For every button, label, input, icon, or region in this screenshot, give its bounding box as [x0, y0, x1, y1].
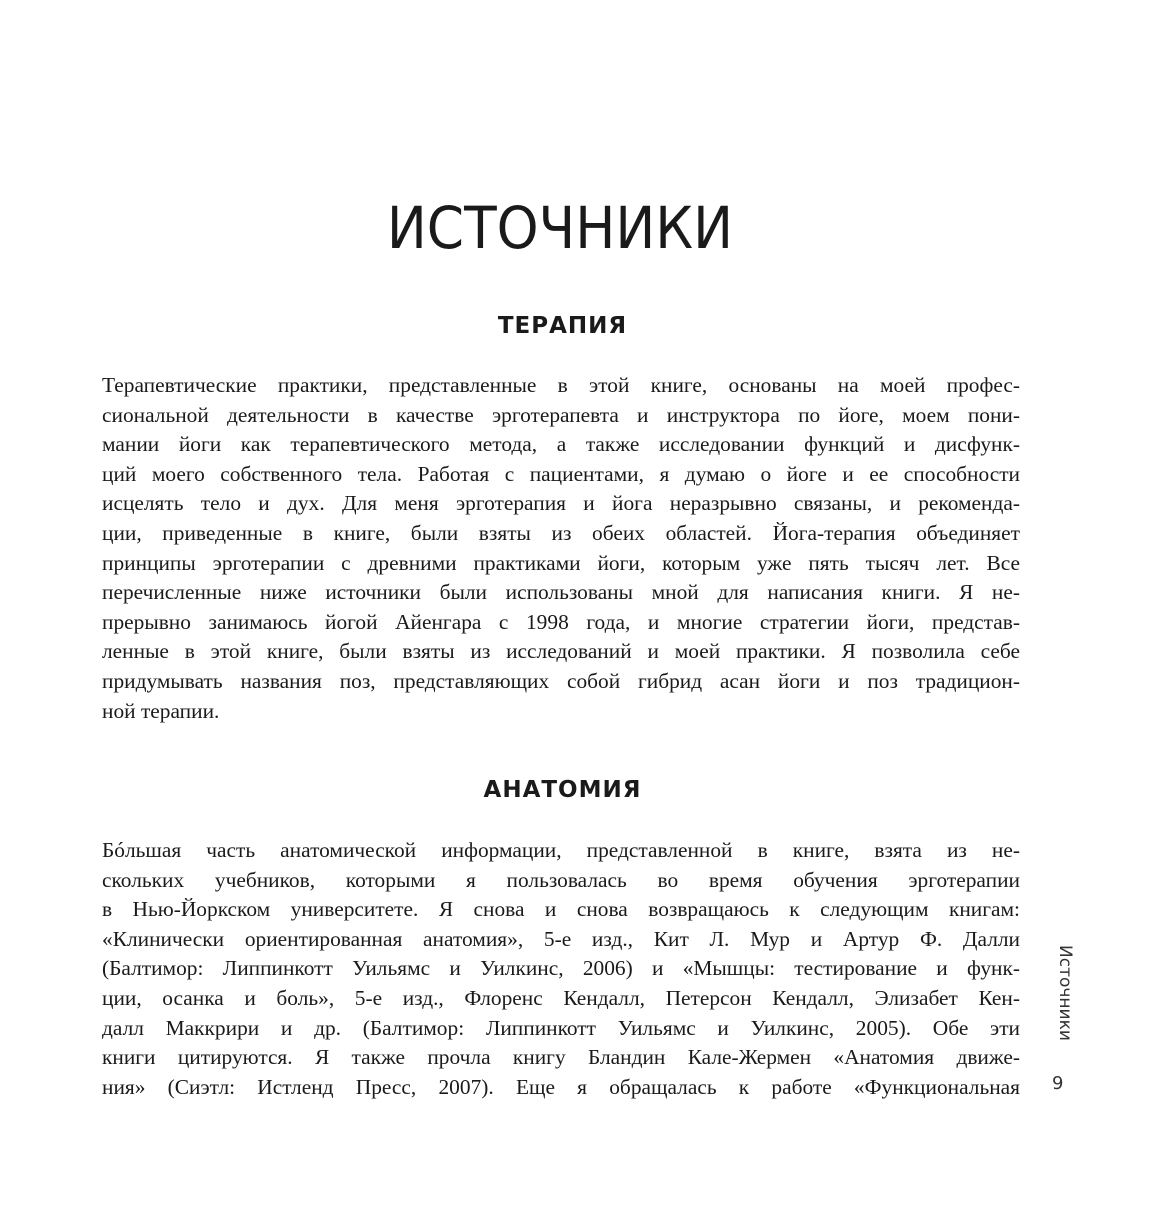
therapy-paragraph: [102, 371, 1020, 726]
text-line: мании йоги как терапевтического метода, а также исследовании функций и дисфунк-: [102, 432, 1020, 457]
text-line: исцелять тело и дух. Для меня эрготерапия и йога неразрывно связаны, и рекоменда-: [102, 491, 1020, 516]
text-line: принципы эрготерапии с древними практиками йоги, которым уже пять тысяч лет. Все: [102, 550, 1020, 575]
text-line: ния» (Сиэтл: Истленд Пресс, 2007). Еще я обращалась к работе «Функциональная: [102, 1074, 1020, 1099]
page-title: ИСТОЧНИКИ: [386, 194, 734, 262]
text-line: далл Маккрири и др. (Балтимор: Липпинкотт Уильямс и Уилкинс, 2005). Обе эти: [102, 1015, 1020, 1040]
text-line: в Нью-Йоркском университете. Я снова и снова возвращаюсь к следующим книгам:: [102, 897, 1020, 922]
text-line: ленные в этой книге, были взяты из исследований и моей практики. Я позволила себе: [102, 639, 1020, 664]
text-line: сиональной деятельности в качестве эрготерапевта и инструктора по йоге, моем пони-: [102, 402, 1020, 427]
text-line: Терапевтические практики, представленные в этой книге, основаны на моей профес-: [102, 373, 1020, 397]
text-line: прерывно занимаюсь йогой Айенгара с 1998 года, и многие стратегии йоги, представ-: [102, 609, 1020, 634]
text-line: Бóльшая часть анатомической информации, представленной в книге, взята из не-: [102, 838, 1020, 862]
anatomy-heading: АНАТОМИЯ: [483, 777, 642, 803]
anatomy-paragraph: [102, 836, 1020, 1102]
text-line: придумывать названия поз, представляющих собой гибрид асан йоги и поз традицион-: [102, 668, 1020, 693]
therapy-heading: ТЕРАПИЯ: [497, 313, 628, 339]
text-line: книги цитируются. Я также прочла книгу Бландин Кале-Жермен «Анатомия движе-: [102, 1045, 1020, 1070]
text-line: перечисленные ниже источники были использованы мной для написания книги. Я не-: [102, 580, 1020, 605]
page-number: 9: [1052, 1073, 1064, 1094]
running-head: Источники: [1055, 945, 1075, 1041]
text-line: скольких учебников, которыми я пользовалась во время обучения эрготерапии: [102, 867, 1020, 892]
text-line: ции, приведенные в книге, были взяты из обеих областей. Йога-терапия объединяет: [102, 520, 1020, 545]
text-line: ций моего собственного тела. Работая с пациентами, я думаю о йоге и ее способности: [102, 461, 1020, 486]
text-line: «Клинически ориентированная анатомия», 5-е изд., Кит Л. Мур и Артур Ф. Далли: [102, 926, 1020, 951]
text-line: (Балтимор: Липпинкотт Уильямс и Уилкинс, 2006) и «Мышцы: тестирование и функ-: [102, 956, 1020, 981]
text-line: ной терапии.: [102, 698, 220, 723]
text-line: ции, осанка и боль», 5-е изд., Флоренс Кендалл, Петерсон Кендалл, Элизабет Кен-: [102, 985, 1020, 1010]
